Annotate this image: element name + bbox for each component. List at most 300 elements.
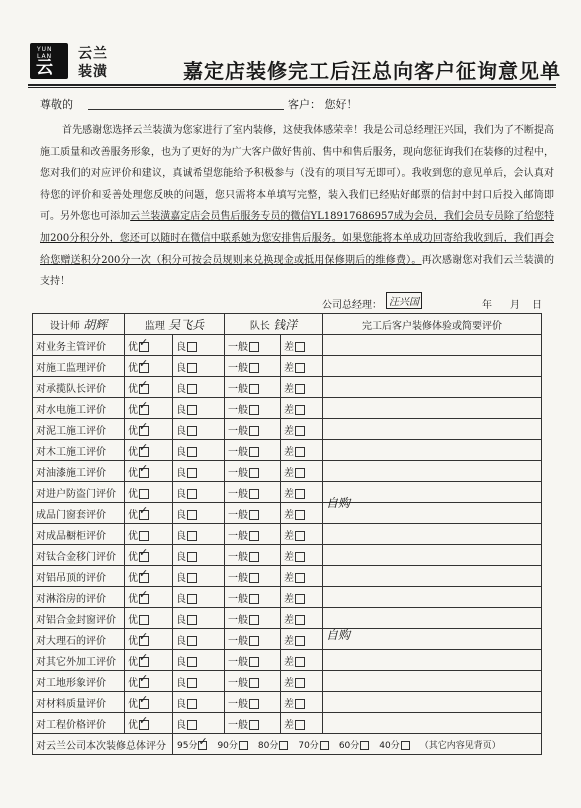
rating-option-label: 一般: [228, 614, 249, 626]
rating-option-excellent[interactable]: [125, 650, 173, 671]
rating-option-poor[interactable]: [281, 377, 323, 398]
rating-row-label: 对其它外加工评价: [33, 650, 125, 671]
captain-label: 队长: [249, 320, 270, 332]
checkbox-icon[interactable]: [187, 426, 197, 436]
checkbox-icon[interactable]: [139, 587, 149, 604]
rating-option-label: 一般: [228, 698, 249, 710]
rating-option-poor[interactable]: [281, 461, 323, 482]
checkbox-icon[interactable]: [139, 440, 149, 457]
rating-comment-cell[interactable]: [323, 629, 542, 650]
rating-row: [33, 629, 542, 650]
rating-row-label: 对木工施工评价: [33, 440, 125, 461]
rating-option-average[interactable]: [225, 398, 281, 419]
rating-option-label: 一般: [228, 551, 249, 563]
feedback-table: [32, 313, 542, 755]
rating-option-label: 差: [284, 446, 295, 458]
rating-option-poor[interactable]: [281, 524, 323, 545]
rating-option-good[interactable]: [173, 419, 225, 440]
score-option-label: 95分: [177, 740, 198, 751]
rating-row-label: 对水电施工评价: [33, 398, 125, 419]
rating-option-label: 良: [176, 509, 186, 521]
checkbox-icon[interactable]: [249, 573, 259, 583]
rating-option-excellent[interactable]: [125, 713, 173, 734]
checkbox-icon[interactable]: [295, 636, 305, 646]
checkmark-icon: ✓: [139, 545, 149, 559]
rating-row-label: 对承揽队长评价: [33, 377, 125, 398]
rating-option-label: 优: [128, 656, 138, 668]
score-option-label: 80分: [257, 740, 279, 751]
rating-option-good[interactable]: [173, 503, 225, 524]
rating-option-label: 一般: [228, 509, 249, 521]
rating-option-excellent[interactable]: [125, 503, 173, 524]
rating-option-excellent[interactable]: [125, 335, 173, 356]
checkbox-icon[interactable]: [249, 468, 259, 478]
rating-option-poor[interactable]: [281, 566, 323, 587]
rating-comment-cell[interactable]: [323, 650, 542, 671]
rating-option-label: 差: [284, 593, 295, 605]
rating-option-label: 优: [128, 467, 138, 479]
rating-option-poor[interactable]: [281, 482, 323, 503]
rating-option-poor[interactable]: [281, 587, 323, 608]
rating-option-label: 优: [128, 404, 138, 416]
rating-option-average[interactable]: [225, 524, 281, 545]
rating-option-good[interactable]: [173, 566, 225, 587]
score-option[interactable]: [298, 741, 328, 751]
rating-option-label: 优: [128, 572, 138, 584]
rating-option-poor[interactable]: [281, 440, 323, 461]
rating-option-poor[interactable]: [281, 335, 323, 356]
rating-row: [33, 566, 542, 587]
rating-option-label: 一般: [228, 719, 249, 731]
checkbox-icon[interactable]: [239, 741, 248, 750]
checkbox-icon[interactable]: [139, 650, 149, 667]
score-option-label: 60分: [338, 740, 360, 751]
rating-option-label: 一般: [228, 593, 249, 605]
checkmark-icon: ✓: [139, 461, 149, 475]
rating-row: [33, 335, 542, 356]
logo-zh-line2: 装潢: [78, 64, 108, 80]
rating-option-excellent[interactable]: [125, 356, 173, 377]
rating-option-label: 良: [176, 719, 186, 731]
checkbox-icon[interactable]: [139, 629, 149, 646]
rating-row-label: 对进户防盗门评价: [33, 482, 125, 503]
rating-comment-cell[interactable]: [323, 398, 542, 419]
checkbox-icon[interactable]: [187, 699, 197, 709]
customer-name-line[interactable]: [88, 109, 284, 110]
checkbox-icon[interactable]: [139, 692, 149, 709]
rating-option-excellent[interactable]: [125, 608, 173, 629]
checkbox-icon[interactable]: [187, 573, 197, 583]
rating-comment-cell[interactable]: [323, 356, 542, 377]
rating-option-average[interactable]: [225, 377, 281, 398]
checkbox-icon[interactable]: [401, 741, 410, 750]
rating-option-good[interactable]: [173, 629, 225, 650]
rating-option-label: 一般: [228, 362, 249, 374]
rating-option-good[interactable]: [173, 650, 225, 671]
checkbox-icon[interactable]: [295, 678, 305, 688]
checkbox-icon[interactable]: [139, 335, 149, 352]
rating-option-excellent[interactable]: [125, 398, 173, 419]
checkbox-icon[interactable]: [198, 734, 208, 750]
rating-option-average[interactable]: [225, 692, 281, 713]
checkbox-icon[interactable]: [295, 510, 305, 520]
checkbox-icon[interactable]: [187, 594, 197, 604]
checkbox-icon[interactable]: [295, 468, 305, 478]
rating-option-average[interactable]: [225, 461, 281, 482]
checkbox-icon[interactable]: [187, 657, 197, 667]
rating-option-average[interactable]: [225, 482, 281, 503]
checkmark-icon: ✓: [139, 335, 149, 349]
rating-option-label: 差: [284, 572, 295, 584]
rating-option-label: 差: [284, 509, 295, 521]
rating-option-label: 差: [284, 425, 295, 437]
score-option-label: 40分: [379, 740, 400, 751]
rating-row-label: 对泥工施工评价: [33, 419, 125, 440]
rating-option-average[interactable]: [225, 356, 281, 377]
rating-option-label: 差: [284, 467, 295, 479]
rating-option-label: 差: [284, 551, 295, 563]
rating-comment-cell[interactable]: [323, 503, 542, 524]
rating-option-label: 良: [176, 341, 186, 353]
checkbox-icon[interactable]: [139, 713, 149, 730]
rating-option-label: 良: [176, 404, 186, 416]
rating-row: [33, 377, 542, 398]
rating-row-label: 对铝合金封窗评价: [33, 608, 125, 629]
rating-option-average[interactable]: [225, 545, 281, 566]
rating-option-label: 优: [128, 509, 138, 521]
rating-option-label: 优: [128, 593, 138, 605]
rating-option-good[interactable]: [173, 377, 225, 398]
rating-option-label: 一般: [228, 572, 249, 584]
rating-option-average[interactable]: [225, 713, 281, 734]
checkbox-icon[interactable]: [187, 615, 197, 625]
rating-row-label: 成品门窗套评价: [33, 503, 125, 524]
rating-row: [33, 419, 542, 440]
supervisor-label: 监理: [144, 320, 165, 332]
rating-option-average[interactable]: [225, 335, 281, 356]
greeting-text: 客户： 您好！: [288, 98, 358, 111]
rating-row-label: 对淋浴房的评价: [33, 587, 125, 608]
rating-option-good[interactable]: [173, 608, 225, 629]
score-option[interactable]: [177, 734, 208, 751]
checkbox-icon[interactable]: [295, 657, 305, 667]
checkbox-icon[interactable]: [249, 405, 259, 415]
rating-option-label: 优: [128, 698, 138, 710]
rating-option-average[interactable]: [225, 650, 281, 671]
rating-option-poor[interactable]: [281, 608, 323, 629]
rating-option-label: 优: [128, 551, 138, 563]
rating-option-good[interactable]: [173, 461, 225, 482]
overall-score-label: 对云兰公司本次装修总体评分: [33, 734, 173, 755]
checkbox-icon[interactable]: [187, 363, 197, 373]
rating-comment-cell[interactable]: [323, 440, 542, 461]
document-title: 嘉定店装修完工后汪总向客户征询意见单: [183, 59, 561, 83]
rating-option-average[interactable]: [225, 587, 281, 608]
logo-en-line1: YUN: [37, 46, 53, 53]
checkbox-icon[interactable]: [249, 678, 259, 688]
rating-row: [33, 713, 542, 734]
checkbox-icon[interactable]: [139, 489, 149, 499]
rating-option-average[interactable]: [225, 440, 281, 461]
checkbox-icon[interactable]: [139, 671, 149, 688]
checkbox-icon[interactable]: [187, 510, 197, 520]
rating-comment-cell[interactable]: [323, 524, 542, 545]
checkbox-icon[interactable]: [139, 356, 149, 373]
checkbox-icon[interactable]: [249, 552, 259, 562]
rating-comment-cell[interactable]: [323, 335, 542, 356]
checkbox-icon[interactable]: [187, 468, 197, 478]
rating-option-good[interactable]: [173, 524, 225, 545]
rating-comment-cell[interactable]: [323, 608, 542, 629]
rating-option-excellent[interactable]: [125, 461, 173, 482]
rating-option-label: 优: [128, 488, 138, 500]
staff-cell: [33, 314, 125, 335]
rating-option-label: 优: [128, 719, 138, 731]
checkbox-icon[interactable]: [295, 531, 305, 541]
score-option-label: 90分: [217, 740, 238, 751]
checkbox-icon[interactable]: [187, 447, 197, 457]
checkmark-icon: ✓: [139, 692, 149, 706]
checkbox-icon[interactable]: [295, 573, 305, 583]
checkbox-icon[interactable]: [139, 503, 149, 520]
rating-comment-cell[interactable]: [323, 482, 542, 503]
date-day-label: 日: [532, 300, 542, 311]
rating-option-label: 良: [176, 383, 186, 395]
rating-option-label: 差: [284, 362, 295, 374]
checkbox-icon[interactable]: [249, 363, 259, 373]
overall-score-options: [173, 734, 542, 755]
rating-comment-cell[interactable]: [323, 377, 542, 398]
rating-option-good[interactable]: [173, 335, 225, 356]
checkmark-icon: ✓: [139, 440, 149, 454]
rating-option-excellent[interactable]: [125, 524, 173, 545]
rating-option-excellent[interactable]: [125, 587, 173, 608]
rating-comment-cell[interactable]: [323, 671, 542, 692]
rating-option-good[interactable]: [173, 398, 225, 419]
rating-comment-cell[interactable]: [323, 692, 542, 713]
rating-row-label: 对材料质量评价: [33, 692, 125, 713]
rating-option-poor[interactable]: [281, 650, 323, 671]
checkbox-icon[interactable]: [187, 384, 197, 394]
gm-label: 公司总经理：: [322, 300, 382, 311]
checkbox-icon[interactable]: [249, 531, 259, 541]
rating-option-label: 差: [284, 341, 295, 353]
rating-option-good[interactable]: [173, 482, 225, 503]
checkbox-icon[interactable]: [187, 678, 197, 688]
checkbox-icon[interactable]: [249, 510, 259, 520]
rating-option-label: 良: [176, 467, 186, 479]
checkbox-icon[interactable]: [295, 594, 305, 604]
rating-comment-cell[interactable]: [323, 566, 542, 587]
checkbox-icon[interactable]: [187, 489, 197, 499]
rating-option-label: 一般: [228, 404, 249, 416]
checkbox-icon[interactable]: [139, 545, 149, 562]
rating-option-average[interactable]: [225, 629, 281, 650]
rating-row: [33, 503, 542, 524]
rating-option-average[interactable]: [225, 566, 281, 587]
rating-option-poor[interactable]: [281, 545, 323, 566]
checkbox-icon[interactable]: [279, 741, 288, 750]
checkmark-icon: ✓: [139, 503, 149, 517]
rating-row: [33, 524, 542, 545]
checkbox-icon[interactable]: [249, 699, 259, 709]
checkbox-icon[interactable]: [360, 741, 369, 750]
date-year-label: 年: [482, 300, 492, 311]
checkbox-icon[interactable]: [249, 657, 259, 667]
checkmark-icon: ✓: [139, 398, 149, 412]
checkbox-icon[interactable]: [249, 342, 259, 352]
designer-name: 胡辉: [83, 317, 108, 332]
rating-option-poor[interactable]: [281, 398, 323, 419]
rating-option-good[interactable]: [173, 713, 225, 734]
checkbox-icon[interactable]: [249, 594, 259, 604]
checkbox-icon[interactable]: [187, 531, 197, 541]
checkbox-icon[interactable]: [139, 461, 149, 478]
rating-option-excellent[interactable]: [125, 440, 173, 461]
rating-option-label: 一般: [228, 530, 249, 542]
rating-option-label: 一般: [228, 656, 249, 668]
rating-comment-cell[interactable]: [323, 419, 542, 440]
company-logo: [30, 43, 68, 79]
checkmark-icon: ✓: [198, 734, 208, 748]
rating-row-label: 对成品橱柜评价: [33, 524, 125, 545]
rating-option-average[interactable]: [225, 419, 281, 440]
checkmark-icon: ✓: [139, 713, 149, 727]
checkbox-icon[interactable]: [295, 699, 305, 709]
rating-option-excellent[interactable]: [125, 692, 173, 713]
checkbox-icon[interactable]: [187, 552, 197, 562]
rating-option-excellent[interactable]: [125, 482, 173, 503]
checkbox-icon[interactable]: [139, 377, 149, 394]
rating-option-poor[interactable]: [281, 692, 323, 713]
checkbox-icon[interactable]: [139, 419, 149, 436]
rating-row-label: 对大理石的评价: [33, 629, 125, 650]
rating-option-excellent[interactable]: [125, 545, 173, 566]
letter-body: [40, 120, 554, 293]
rating-option-poor[interactable]: [281, 419, 323, 440]
rating-option-excellent[interactable]: [125, 377, 173, 398]
rating-option-good[interactable]: [173, 356, 225, 377]
rating-option-excellent[interactable]: [125, 419, 173, 440]
rating-option-excellent[interactable]: [125, 629, 173, 650]
rating-option-poor[interactable]: [281, 671, 323, 692]
rating-option-poor[interactable]: [281, 713, 323, 734]
rating-option-good[interactable]: [173, 545, 225, 566]
checkbox-icon[interactable]: [187, 342, 197, 352]
rating-option-good[interactable]: [173, 587, 225, 608]
rating-comment-cell[interactable]: [323, 545, 542, 566]
score-option[interactable]: [339, 741, 369, 751]
checkbox-icon[interactable]: [187, 405, 197, 415]
score-option[interactable]: [258, 741, 288, 751]
checkbox-icon[interactable]: [295, 720, 305, 730]
logo-mark: 云: [36, 58, 53, 78]
checkbox-icon[interactable]: [139, 531, 149, 541]
rating-option-label: 一般: [228, 488, 249, 500]
checkbox-icon[interactable]: [295, 447, 305, 457]
rating-option-label: 优: [128, 614, 138, 626]
checkbox-icon[interactable]: [295, 405, 305, 415]
checkbox-icon[interactable]: [249, 636, 259, 646]
rating-option-label: 良: [176, 698, 186, 710]
captain-cell: [225, 314, 323, 335]
checkbox-icon[interactable]: [249, 447, 259, 457]
checkbox-icon[interactable]: [295, 615, 305, 625]
rating-row-label: 对施工监理评价: [33, 356, 125, 377]
score-option[interactable]: [379, 741, 409, 751]
rating-row: [33, 356, 542, 377]
gm-signature: 汪兴国: [386, 292, 422, 309]
rating-option-average[interactable]: [225, 608, 281, 629]
rating-option-poor[interactable]: [281, 503, 323, 524]
rating-option-label: 差: [284, 404, 295, 416]
rating-comment-cell[interactable]: [323, 587, 542, 608]
comment-header: 完工后客户装修体验或简要评价: [323, 314, 542, 335]
rating-option-poor[interactable]: [281, 629, 323, 650]
rating-row: [33, 692, 542, 713]
rating-option-label: 差: [284, 383, 295, 395]
rating-comment-cell[interactable]: [323, 461, 542, 482]
rating-option-good[interactable]: [173, 671, 225, 692]
score-option[interactable]: [217, 741, 247, 751]
rating-option-label: 良: [176, 635, 186, 647]
rating-option-excellent[interactable]: [125, 671, 173, 692]
checkbox-icon[interactable]: [249, 489, 259, 499]
rating-option-excellent[interactable]: [125, 566, 173, 587]
checkbox-icon[interactable]: [139, 566, 149, 583]
greeting-label: 尊敬的: [40, 98, 73, 111]
checkbox-icon[interactable]: [295, 384, 305, 394]
checkbox-icon[interactable]: [295, 342, 305, 352]
checkmark-icon: ✓: [139, 356, 149, 370]
checkbox-icon[interactable]: [249, 720, 259, 730]
letter-member-note: 云兰装潢嘉定店会员售后服务专员的微信YL18917686957成为会员，我们会员专员除了给您特加200分积分外，您还可以随时在微信中联系她为您安排售后服务。如果您能将本单成功回寄给我收到后，我们再会给您赠送积分200分一次（积分可按会员规则来兑换现金或抵用保修期后的维修费）。: [40, 211, 555, 266]
checkbox-icon[interactable]: [249, 426, 259, 436]
rating-option-average[interactable]: [225, 503, 281, 524]
checkbox-icon[interactable]: [295, 489, 305, 499]
rating-option-average[interactable]: [225, 671, 281, 692]
rating-row: [33, 650, 542, 671]
rating-option-good[interactable]: [173, 440, 225, 461]
rating-option-label: 良: [176, 362, 186, 374]
rating-option-label: 一般: [228, 341, 249, 353]
checkbox-icon[interactable]: [187, 720, 197, 730]
rating-option-label: 优: [128, 530, 138, 542]
checkbox-icon[interactable]: [249, 384, 259, 394]
checkbox-icon[interactable]: [295, 426, 305, 436]
checkbox-icon[interactable]: [249, 615, 259, 625]
checkbox-icon[interactable]: [187, 636, 197, 646]
rating-option-label: 一般: [228, 446, 249, 458]
logo-en-line2: LAN: [37, 53, 53, 60]
captain-name: 钱洋: [273, 317, 298, 332]
checkbox-icon[interactable]: [139, 615, 149, 625]
rating-comment-cell[interactable]: [323, 713, 542, 734]
checkmark-icon: ✓: [139, 377, 149, 391]
staff-header-row: [33, 314, 542, 335]
checkbox-icon[interactable]: [295, 363, 305, 373]
rating-option-label: 差: [284, 698, 295, 710]
rating-option-label: 良: [176, 572, 186, 584]
rating-option-poor[interactable]: [281, 356, 323, 377]
rating-option-label: 优: [128, 383, 138, 395]
rating-option-label: 差: [284, 719, 295, 731]
checkbox-icon[interactable]: [320, 741, 329, 750]
checkbox-icon[interactable]: [295, 552, 305, 562]
checkbox-icon[interactable]: [139, 398, 149, 415]
rating-option-label: 差: [284, 635, 295, 647]
rating-option-good[interactable]: [173, 692, 225, 713]
